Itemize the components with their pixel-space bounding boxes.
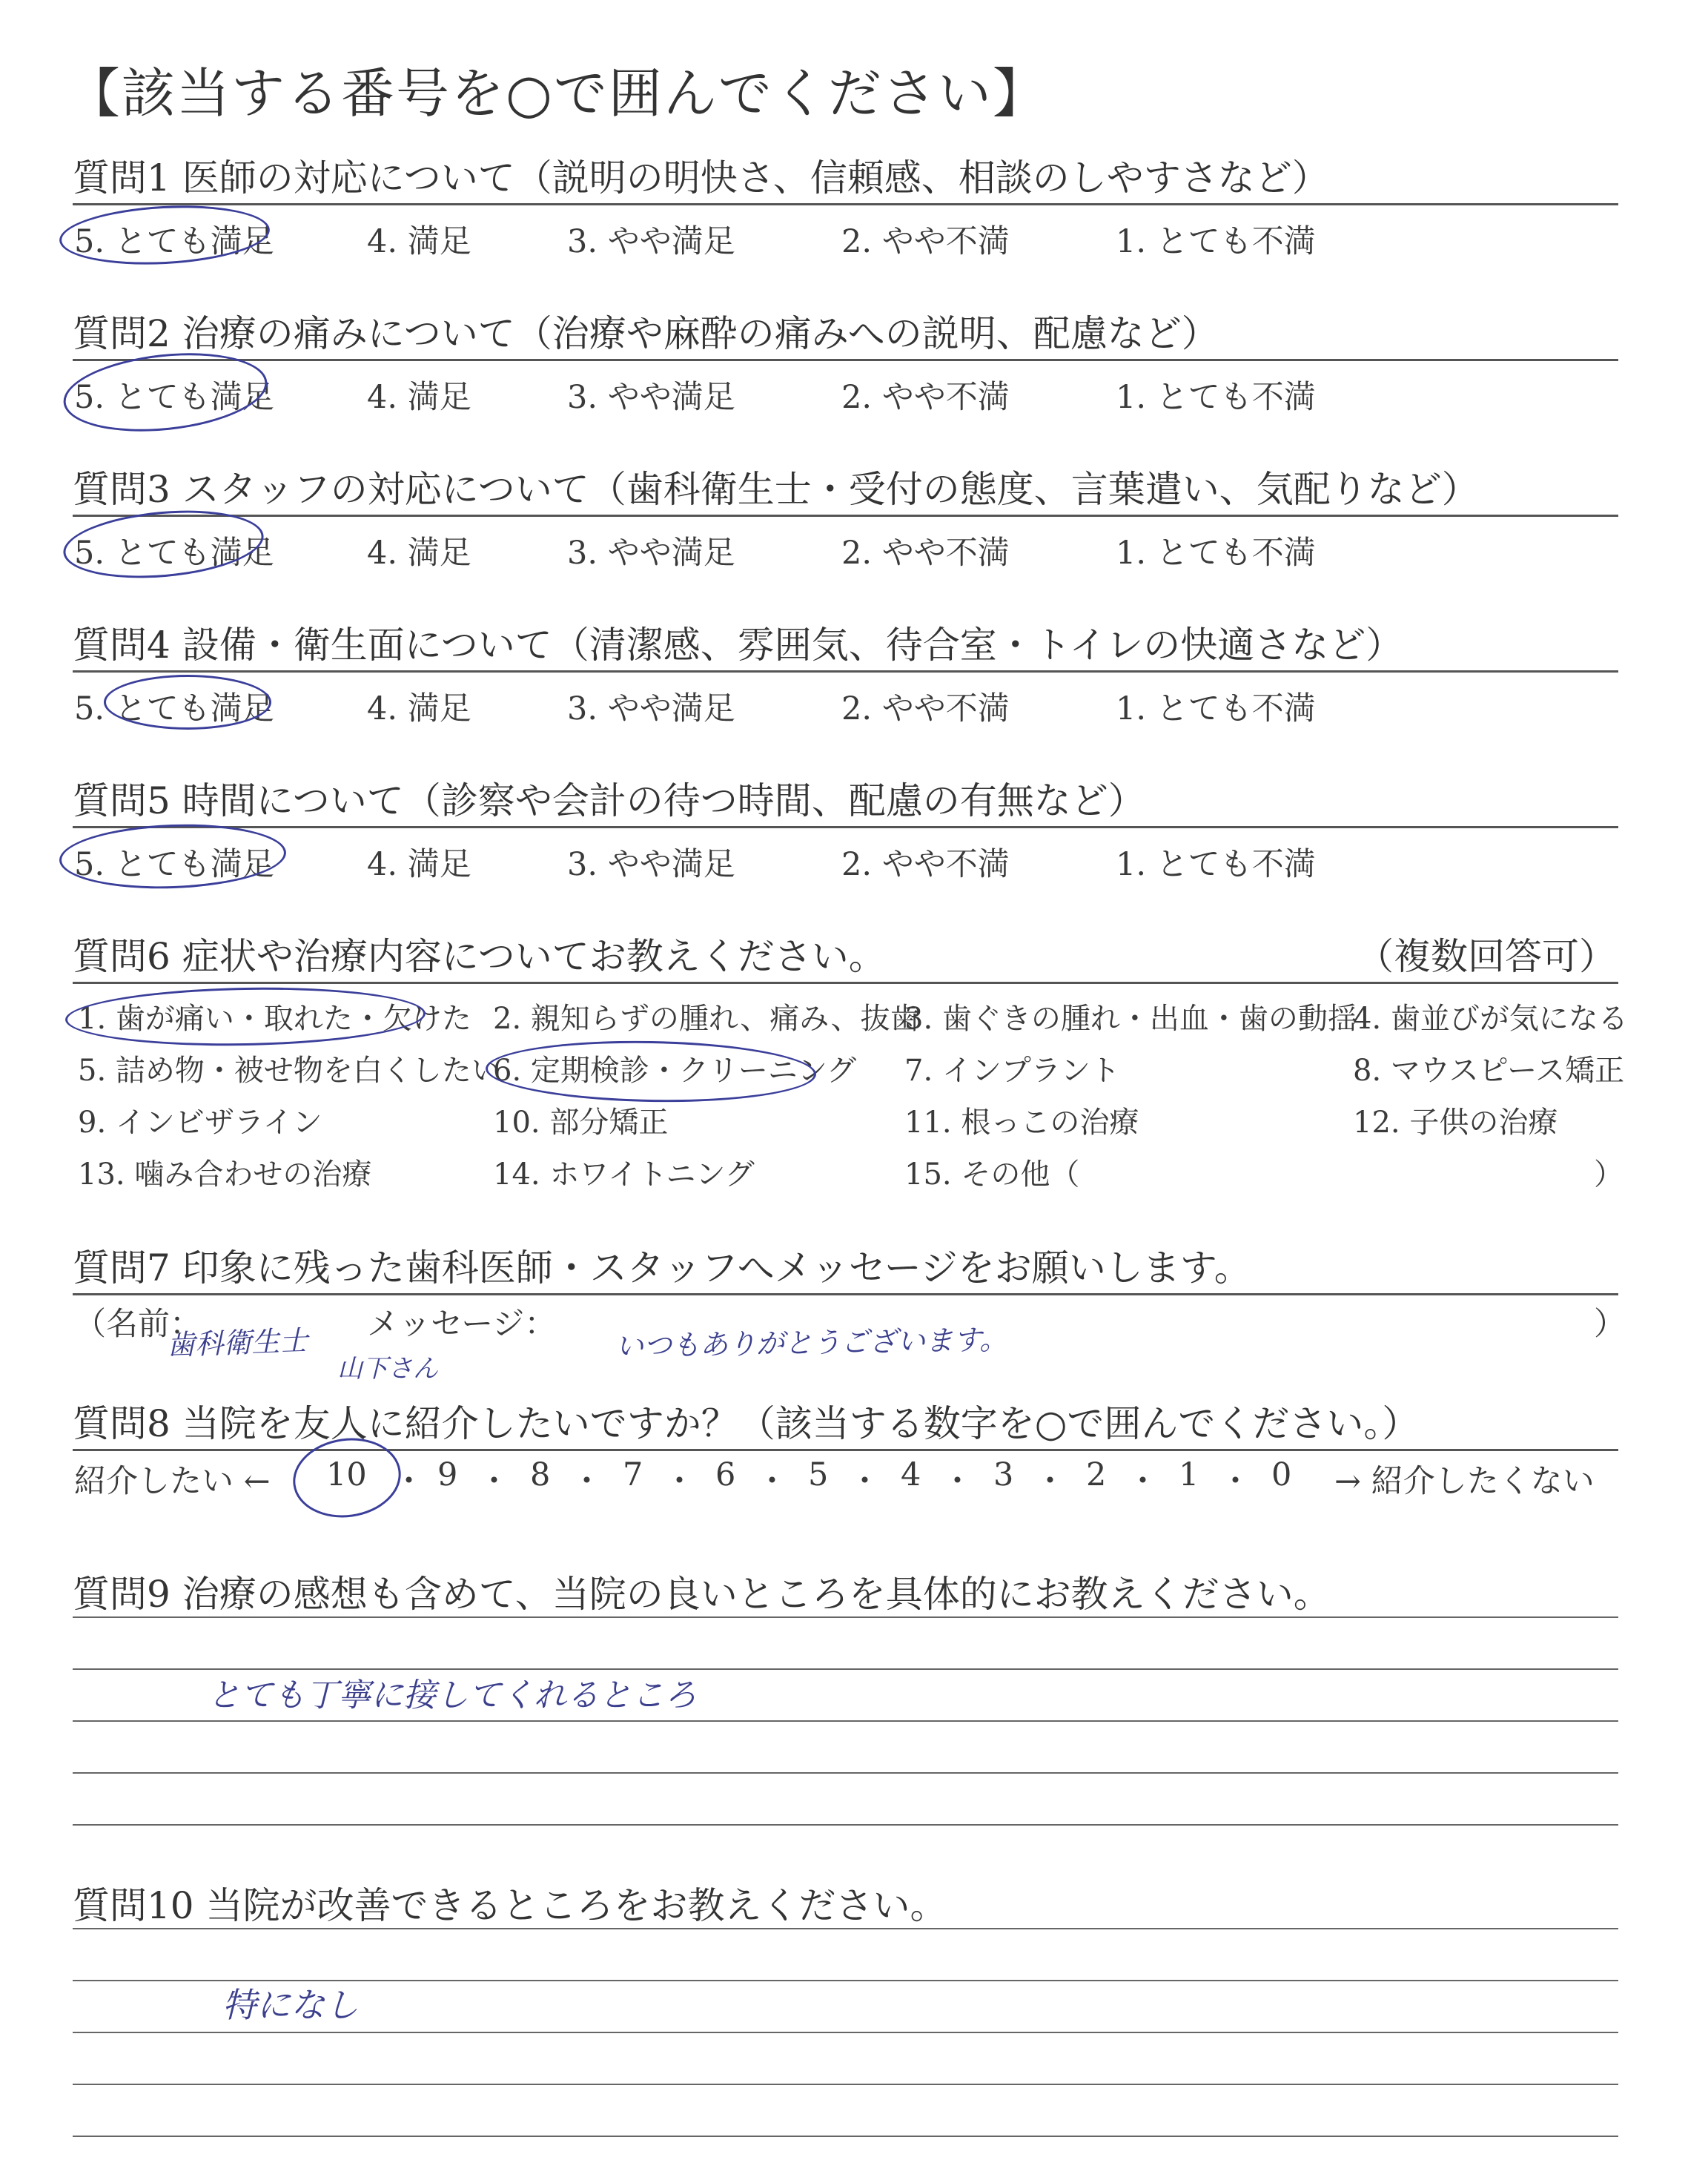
q7-handwritten-name-line1: 歯科衛生士 <box>166 1324 308 1362</box>
answer-line <box>73 1720 1618 1722</box>
q3-option-3[interactable]: 3. やや満足 <box>567 535 735 572</box>
q1-option-5[interactable]: 5. とても満足 <box>74 223 274 260</box>
q6-option-11[interactable]: 11. 根っこの治療 <box>904 1106 1139 1140</box>
q8-scale-2[interactable]: 2 <box>1086 1456 1107 1493</box>
q8-scale-separator: ・ <box>1219 1463 1251 1500</box>
q8-scale-5[interactable]: 5 <box>808 1456 829 1493</box>
q2-option-4[interactable]: 4. 満足 <box>367 379 471 416</box>
q3-option-1[interactable]: 1. とても不満 <box>1116 535 1316 572</box>
q8-scale-separator: ・ <box>1034 1463 1066 1500</box>
q4-option-2[interactable]: 2. やや不満 <box>841 690 1010 727</box>
q5-option-5[interactable]: 5. とても満足 <box>74 846 274 883</box>
q8-scale-1[interactable]: 1 <box>1179 1456 1199 1493</box>
q8-scale-8[interactable]: 8 <box>530 1456 551 1493</box>
q2-option-5[interactable]: 5. とても満足 <box>74 379 274 416</box>
q2-option-1[interactable]: 1. とても不満 <box>1116 379 1316 416</box>
q6-option-6[interactable]: 6. 定期検診・クリーニング <box>493 1054 857 1088</box>
q7-message-label: メッセージ： <box>367 1306 557 1343</box>
divider <box>73 203 1618 205</box>
q1-option-4[interactable]: 4. 満足 <box>367 223 471 260</box>
q6-option-8[interactable]: 8. マウスピース矯正 <box>1353 1054 1625 1088</box>
q8-scale-0[interactable]: 0 <box>1271 1456 1292 1493</box>
q2-option-3[interactable]: 3. やや満足 <box>567 379 735 416</box>
question-2-title: 質問2 治療の痛みについて（治療や麻酔の痛みへの説明、配慮など） <box>73 312 1219 355</box>
q8-scale-6[interactable]: 6 <box>715 1456 736 1493</box>
q8-scale-separator: ・ <box>478 1463 510 1500</box>
q6-option-3[interactable]: 3. 歯ぐきの腫れ・出血・歯の動揺 <box>904 1002 1357 1036</box>
answer-line <box>73 1824 1618 1826</box>
question-8-title: 質問8 当院を友人に紹介したいですか？（該当する数字を○で囲んでください。） <box>73 1402 1420 1445</box>
form-instruction: 【該当する番号を○で囲んでください】 <box>67 62 1047 125</box>
q6-option-1[interactable]: 1. 歯が痛い・取れた・欠けた <box>78 1002 471 1036</box>
q6-option-5[interactable]: 5. 詰め物・被せ物を白くしたい <box>78 1054 501 1088</box>
q8-scale-4[interactable]: 4 <box>901 1456 921 1493</box>
divider <box>73 826 1618 828</box>
divider <box>73 982 1618 984</box>
answer-line <box>73 1772 1618 1774</box>
q4-option-3[interactable]: 3. やや満足 <box>567 690 735 727</box>
divider <box>73 670 1618 673</box>
divider <box>73 1449 1618 1451</box>
q8-scale-separator: ・ <box>663 1463 695 1500</box>
q6-option-9[interactable]: 9. インビザライン <box>78 1106 322 1140</box>
q5-option-3[interactable]: 3. やや満足 <box>567 846 735 883</box>
q6-option-4[interactable]: 4. 歯並びが気になる <box>1353 1002 1628 1036</box>
q8-right-label: → 紹介したくない <box>1334 1463 1595 1500</box>
q5-option-4[interactable]: 4. 満足 <box>367 846 471 883</box>
q5-option-1[interactable]: 1. とても不満 <box>1116 846 1316 883</box>
answer-line <box>73 1616 1618 1618</box>
q6-option-12[interactable]: 12. 子供の治療 <box>1353 1106 1558 1140</box>
q8-scale-3[interactable]: 3 <box>993 1456 1014 1493</box>
q8-scale-9[interactable]: 9 <box>437 1456 458 1493</box>
q8-scale-separator: ・ <box>571 1463 603 1500</box>
q8-left-label: 紹介したい ← <box>74 1463 271 1500</box>
question-10-title: 質問10 当院が改善できるところをお教えください。 <box>73 1884 947 1927</box>
q2-option-2[interactable]: 2. やや不満 <box>841 379 1010 416</box>
q4-option-1[interactable]: 1. とても不満 <box>1116 690 1316 727</box>
q4-option-4[interactable]: 4. 満足 <box>367 690 471 727</box>
q3-option-4[interactable]: 4. 満足 <box>367 535 471 572</box>
q6-option-10[interactable]: 10. 部分矯正 <box>493 1106 669 1140</box>
q8-scale-separator: ・ <box>849 1463 881 1500</box>
q10-handwritten-answer: 特になし <box>222 1985 359 2025</box>
q8-scale-10[interactable]: 10 <box>326 1456 367 1493</box>
q3-option-2[interactable]: 2. やや不満 <box>841 535 1010 572</box>
q7-close-paren: ） <box>1594 1306 1626 1343</box>
q1-option-1[interactable]: 1. とても不満 <box>1116 223 1316 260</box>
q6-selection-circle-1 <box>64 985 426 1048</box>
q1-option-2[interactable]: 2. やや不満 <box>841 223 1010 260</box>
answer-line <box>73 2136 1618 2137</box>
q6-option-14[interactable]: 14. ホワイトニング <box>493 1157 755 1192</box>
q8-scale-separator: ・ <box>941 1463 973 1500</box>
q6-close-paren: ） <box>1594 1157 1623 1192</box>
answer-line <box>73 2084 1618 2085</box>
q6-option-13[interactable]: 13. 噛み合わせの治療 <box>78 1157 372 1192</box>
divider <box>73 1293 1618 1295</box>
question-4-title: 質問4 設備・衛生面について（清潔感、雰囲気、待合室・トイレの快適さなど） <box>73 624 1403 667</box>
question-5-title: 質問5 時間について（診察や会計の待つ時間、配慮の有無など） <box>73 779 1145 822</box>
q7-handwritten-message: いつもありがとうございます。 <box>615 1323 1008 1363</box>
question-3-title: 質問3 スタッフの対応について（歯科衛生士・受付の態度、言葉遣い、気配りなど） <box>73 468 1479 511</box>
q4-selection-circle <box>104 675 271 730</box>
divider <box>73 359 1618 361</box>
q8-scale-separator: ・ <box>1127 1463 1159 1500</box>
q7-handwritten-name-line2: 山下さん <box>337 1354 438 1384</box>
q1-option-3[interactable]: 3. やや満足 <box>567 223 735 260</box>
question-1-title: 質問1 医師の対応について（説明の明快さ、信頼感、相談のしやすさなど） <box>73 156 1329 199</box>
divider <box>73 515 1618 517</box>
q7-name-label: （名前： <box>74 1306 202 1343</box>
answer-line <box>73 2032 1618 2033</box>
question-6-title: 質問6 症状や治療内容についてお教えください。 <box>73 935 886 978</box>
q6-option-15[interactable]: 15. その他（ <box>904 1157 1080 1192</box>
q6-option-2[interactable]: 2. 親知らずの腫れ、痛み、抜歯 <box>493 1002 920 1036</box>
q9-handwritten-answer: とても丁寧に接してくれるところ <box>208 1677 697 1714</box>
question-7-title: 質問7 印象に残った歯科医師・スタッフへメッセージをお願いします。 <box>73 1246 1251 1289</box>
q5-option-2[interactable]: 2. やや不満 <box>841 846 1010 883</box>
q4-option-5[interactable]: 5. とても満足 <box>74 690 274 727</box>
answer-line <box>73 1928 1618 1929</box>
q8-scale-separator: ・ <box>756 1463 788 1500</box>
q8-scale-separator: ・ <box>393 1463 425 1500</box>
question-9-title: 質問9 治療の感想も含めて、当院の良いところを具体的にお教えください。 <box>73 1573 1331 1616</box>
question-6-note: （複数回答可） <box>1357 935 1616 978</box>
q8-scale-7[interactable]: 7 <box>623 1456 643 1493</box>
q6-option-7[interactable]: 7. インプラント <box>904 1054 1120 1088</box>
q3-option-5[interactable]: 5. とても満足 <box>74 535 274 572</box>
